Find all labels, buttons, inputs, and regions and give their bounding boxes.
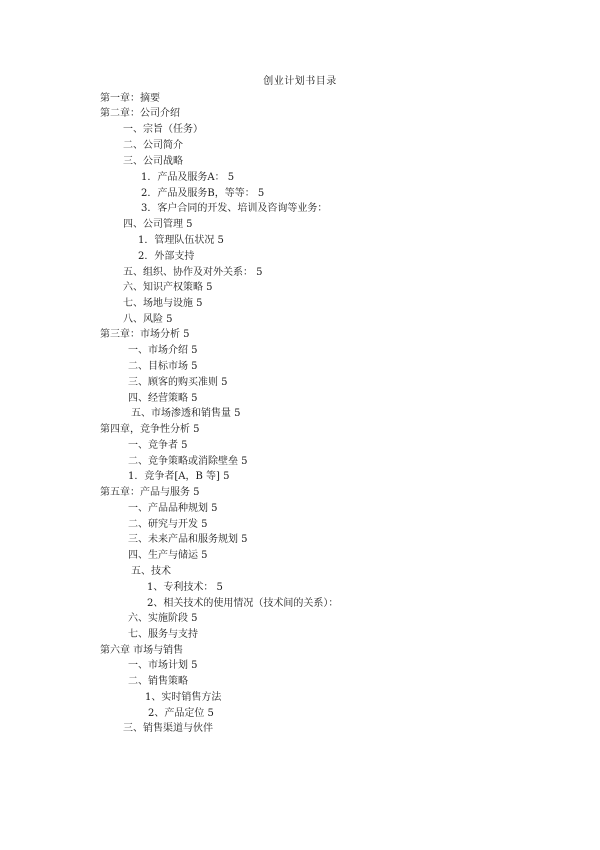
toc-section: 五、技术 <box>131 566 171 577</box>
toc-item: 1、专利技术： 5 <box>147 582 223 593</box>
toc-section: 一、宗旨（任务） <box>123 124 203 135</box>
toc-section: 四、公司管理 5 <box>123 219 193 230</box>
toc-section: 二、竞争策略或消除壁垒 5 <box>128 456 248 467</box>
toc-section: 七、场地与设施 5 <box>123 298 203 309</box>
toc-item: 3．客户合同的开发、培训及咨询等业务： <box>141 203 328 214</box>
toc-section: 一、产品品种规划 5 <box>128 503 218 514</box>
toc-section: 三、未来产品和服务规划 5 <box>128 534 248 545</box>
toc-section: 三、顾客的购买准则 5 <box>128 377 228 388</box>
toc-chapter-5: 第五章：产品与服务 5 <box>100 487 200 498</box>
toc-section: 八、风险 5 <box>123 314 173 325</box>
toc-chapter-3: 第三章：市场分析 5 <box>100 329 190 340</box>
toc-section: 一、市场计划 5 <box>128 660 198 671</box>
toc-chapter-2: 第二章：公司介绍 <box>100 108 180 119</box>
toc-section: 五、组织、协作及对外关系： 5 <box>123 267 263 278</box>
toc-section: 七、服务与支持 <box>128 629 198 640</box>
toc-section: 二、销售策略 <box>128 676 188 687</box>
toc-section: 三、销售渠道与伙伴 <box>123 723 213 734</box>
toc-section: 四、生产与储运 5 <box>128 550 208 561</box>
toc-section: 二、研究与开发 5 <box>128 519 208 530</box>
toc-section: 五、市场渗透和销售量 5 <box>131 408 241 419</box>
document-title: 创业计划书目录 <box>263 76 337 87</box>
toc-item: 2、产品定位 5 <box>148 708 214 719</box>
toc-item: 1．竞争者[A，B 等] 5 <box>128 471 230 482</box>
toc-section: 六、实施阶段 5 <box>128 613 198 624</box>
toc-chapter-1: 第一章：摘要 <box>100 93 160 104</box>
toc-item: 2．产品及服务B，等等： 5 <box>141 188 265 199</box>
toc-item: 1．管理队伍状况 5 <box>138 235 224 246</box>
toc-chapter-4: 第四章，竞争性分析 5 <box>100 424 200 435</box>
toc-section: 一、市场介绍 5 <box>128 345 198 356</box>
toc-item: 2．外部支持 <box>138 251 195 262</box>
toc-item: 2、相关技术的使用情况（技术间的关系）： <box>147 598 339 609</box>
toc-item: 1．产品及服务A： 5 <box>141 172 235 183</box>
toc-section: 二、公司简介 <box>123 140 183 151</box>
toc-chapter-6: 第六章 市场与销售 <box>100 645 184 656</box>
toc-section: 三、公司战略 <box>123 156 183 167</box>
toc-section: 六、知识产权策略 5 <box>123 282 213 293</box>
toc-item: 1、实时销售方法 <box>145 692 222 703</box>
toc-section: 四、经营策略 5 <box>128 393 198 404</box>
toc-section: 二、目标市场 5 <box>128 361 198 372</box>
toc-section: 一、竞争者 5 <box>128 440 188 451</box>
